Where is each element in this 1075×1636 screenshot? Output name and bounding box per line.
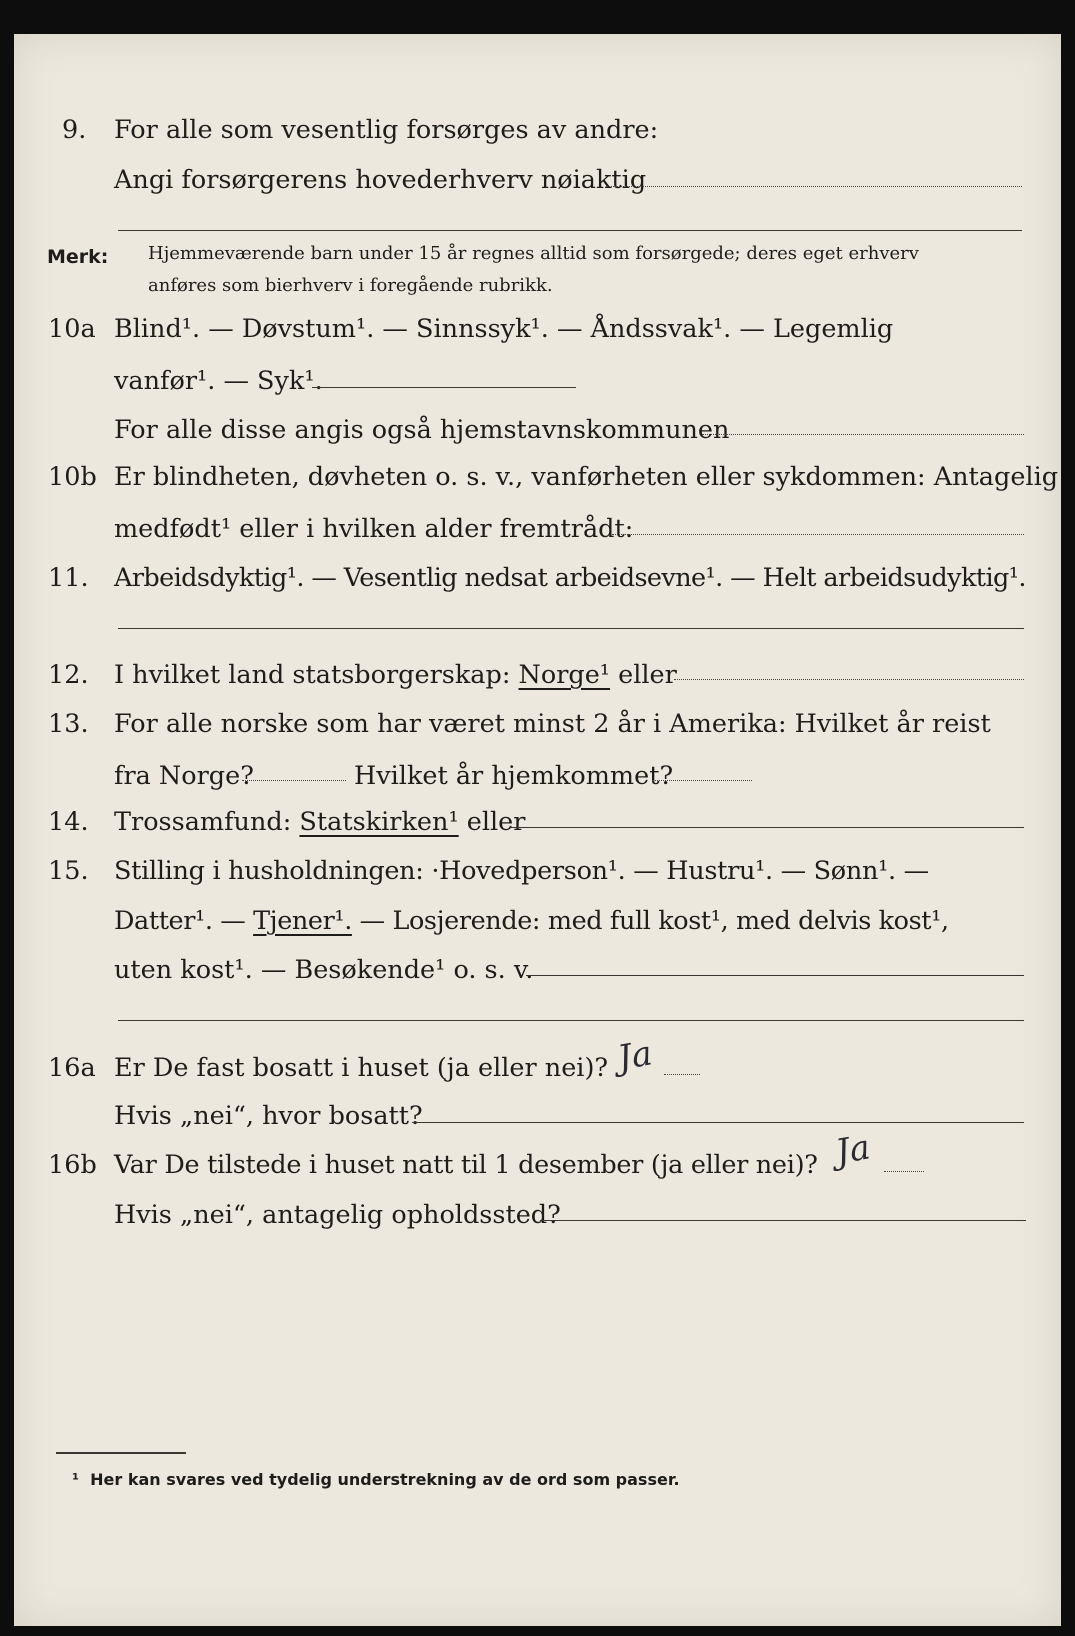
question-14-text bbox=[114, 806, 525, 838]
question-16b-number: 16b bbox=[48, 1150, 97, 1180]
note-label: Merk: bbox=[47, 246, 109, 268]
question-14-number: 14. bbox=[48, 807, 89, 837]
question-14-suffix: eller bbox=[466, 807, 526, 837]
question-15-text-3: uten kost¹. — Besøkende¹ o. s. v. bbox=[114, 955, 534, 985]
question-13-return-field[interactable] bbox=[652, 780, 752, 781]
question-16b-text-2: Hvis „nei“, antagelig opholdssted? bbox=[114, 1200, 561, 1230]
question-15-separator bbox=[118, 1020, 1024, 1021]
question-14-option-state-church[interactable]: Statskirken¹ bbox=[299, 807, 459, 837]
question-13-departure-field[interactable] bbox=[242, 780, 346, 781]
question-12-option-norway[interactable]: Norge¹ bbox=[518, 660, 611, 690]
question-16a-text-2: Hvis „nei“, hvor bosatt? bbox=[114, 1101, 423, 1131]
question-16a-answer-field[interactable] bbox=[664, 1074, 700, 1075]
question-10a-text: Blind¹. — Døvstum¹. — Sinnssyk¹. — Åndssvak¹. — Legemlig bbox=[114, 314, 894, 344]
question-12-text bbox=[114, 659, 677, 691]
question-15-answer-field[interactable] bbox=[526, 975, 1024, 976]
question-16b-answer-field[interactable] bbox=[884, 1171, 924, 1172]
question-13-text: For alle norske som har været minst 2 år i Amerika: Hvilket år reist bbox=[114, 709, 991, 739]
question-12-prefix: I hvilket land statsborgerskap: bbox=[114, 660, 511, 690]
question-9-answer-field[interactable] bbox=[606, 186, 1022, 187]
question-15-text-2 bbox=[114, 905, 949, 937]
question-9-subtext: Angi forsørgerens hovederhverv nøiaktig bbox=[114, 165, 647, 195]
question-12-suffix: eller bbox=[618, 660, 677, 690]
question-9-text: For alle som vesentlig forsørges av andre: bbox=[114, 115, 659, 145]
question-16a-text: Er De fast bosatt i huset (ja eller nei)? bbox=[114, 1053, 609, 1083]
question-16b-whereabouts-field[interactable] bbox=[540, 1220, 1026, 1221]
footnote-text: Her kan svares ved tydelig understrekning av de ord som passer. bbox=[90, 1470, 680, 1489]
question-15-number: 15. bbox=[48, 856, 89, 886]
census-form-page bbox=[14, 34, 1061, 1626]
footnote-rule bbox=[56, 1452, 186, 1454]
question-10a-text-2: vanfør¹. — Syk¹. bbox=[114, 366, 323, 396]
footnote bbox=[72, 1470, 680, 1489]
question-10b-answer-field[interactable] bbox=[612, 534, 1024, 535]
note-text-line-1: Hjemmeværende barn under 15 år regnes alltid som forsørgede; deres eget erhverv bbox=[148, 243, 919, 264]
footnote-mark: ¹ bbox=[72, 1470, 80, 1489]
question-10a-home-municipality-field[interactable] bbox=[702, 434, 1024, 435]
question-13-number: 13. bbox=[48, 709, 89, 739]
question-14-prefix: Trossamfund: bbox=[114, 807, 292, 837]
question-15-options-rest: — Losjerende: med full kost¹, med delvis kost¹, bbox=[359, 906, 949, 936]
question-16b-text: Var De tilstede i huset natt til 1 desember (ja eller nei)? bbox=[114, 1150, 818, 1180]
question-16a-number: 16a bbox=[48, 1053, 96, 1083]
question-11-number: 11. bbox=[48, 563, 89, 593]
question-12-answer-field[interactable] bbox=[674, 679, 1024, 680]
question-9-separator bbox=[118, 230, 1022, 231]
question-10a-answer-field[interactable] bbox=[312, 387, 576, 388]
question-10a-number: 10a bbox=[48, 314, 96, 344]
question-13-return-label: Hvilket år hjemkommet? bbox=[354, 761, 674, 791]
question-11-text: Arbeidsdyktig¹. — Vesentlig nedsat arbeidsevne¹. — Helt arbeidsudyktig¹. bbox=[114, 563, 1026, 593]
question-10b-text-2: medfødt¹ eller i hvilken alder fremtrådt: bbox=[114, 514, 634, 544]
question-15-option-daughter: Datter¹. — bbox=[114, 906, 246, 936]
question-9-number: 9. bbox=[62, 115, 87, 145]
question-10a-text-3: For alle disse angis også hjemstavnskommunen bbox=[114, 415, 730, 445]
question-16a-residence-field[interactable] bbox=[412, 1122, 1024, 1123]
question-12-number: 12. bbox=[48, 660, 89, 690]
question-15-option-servant[interactable]: Tjener¹. bbox=[253, 906, 352, 936]
question-13-departure-label: fra Norge? bbox=[114, 761, 254, 791]
question-11-separator bbox=[118, 628, 1024, 629]
question-14-answer-field[interactable] bbox=[510, 827, 1024, 828]
question-10b-text: Er blindheten, døvheten o. s. v., vanførheten eller sykdommen: Antagelig bbox=[114, 462, 1059, 492]
question-16a-handwritten-answer[interactable]: Ja bbox=[614, 1033, 656, 1079]
note-text-line-2: anføres som bierhverv i foregående rubrikk. bbox=[148, 275, 553, 296]
question-10b-number: 10b bbox=[48, 462, 97, 492]
question-16b-handwritten-answer[interactable]: Ja bbox=[832, 1127, 874, 1173]
question-15-text: Stilling i husholdningen: ·Hovedperson¹. — Hustru¹. — Sønn¹. — bbox=[114, 856, 929, 886]
